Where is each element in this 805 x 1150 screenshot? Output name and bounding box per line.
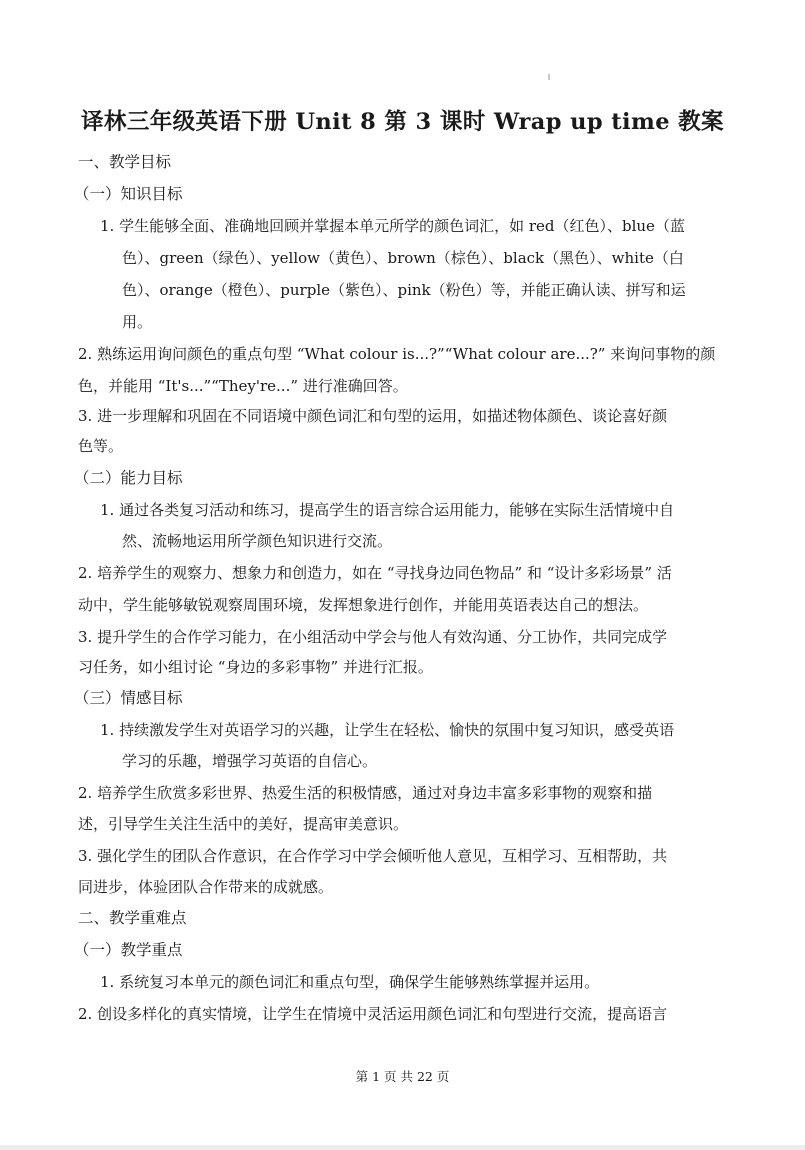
paragraph-line: 3. 进一步理解和巩固在不同语境中颜色词汇和句型的运用，如描述物体颜色、谈论喜好颜 xyxy=(78,407,668,425)
paragraph-line: 2. 创设多样化的真实情境，让学生在情境中灵活运用颜色词汇和句型进行交流，提高语言 xyxy=(78,1005,668,1023)
paragraph-line: 色）、orange（橙色）、purple（紫色）、pink（粉色）等，并能正确认读、拼写和运 xyxy=(122,281,686,299)
paragraph-line: 然、流畅地运用所学颜色知识进行交流。 xyxy=(122,532,393,550)
paragraph-line: 色等。 xyxy=(78,437,124,455)
paragraph-line: 2. 熟练运用询问颜色的重点句型 “What colour is...?”“What colour are...?” 来询问事物的颜 xyxy=(78,345,716,363)
paragraph-line: 1. 持续激发学生对英语学习的兴趣，让学生在轻松、愉快的氛围中复习知识，感受英语 xyxy=(100,721,675,739)
subsection-heading-focus: （一）教学重点 xyxy=(74,941,183,959)
paragraph-line: 1. 通过各类复习活动和练习，提高学生的语言综合运用能力，能够在实际生活情境中自 xyxy=(100,501,675,519)
paragraph-line: 学习的乐趣，增强学习英语的自信心。 xyxy=(122,752,378,770)
bottom-strip xyxy=(0,1145,805,1150)
paragraph-line: 色）、green（绿色）、yellow（黄色）、brown（棕色）、black（黑色）、white（白 xyxy=(122,249,684,267)
paragraph-line: 3. 强化学生的团队合作意识，在合作学习中学会倾听他人意见，互相学习、互相帮助，共 xyxy=(78,847,668,865)
paragraph-line: 2. 培养学生的观察力、想象力和创造力，如在 “寻找身边同色物品” 和 “设计多彩场景” 活 xyxy=(78,564,672,582)
paragraph-line: 动中，学生能够敏锐观察周围环境，发挥想象进行创作，并能用英语表达自己的想法。 xyxy=(78,596,649,614)
paragraph-line: 同进步，体验团队合作带来的成就感。 xyxy=(78,878,334,896)
scan-mark xyxy=(548,74,550,80)
paragraph-line: 1. 学生能够全面、准确地回顾并掌握本单元所学的颜色词汇，如 red（红色）、blue（蓝 xyxy=(100,217,685,235)
paragraph-line: 习任务，如小组讨论 “身边的多彩事物” 并进行汇报。 xyxy=(78,658,433,676)
paragraph-line: 1. 系统复习本单元的颜色词汇和重点句型，确保学生能够熟练掌握并运用。 xyxy=(100,973,600,991)
subsection-heading-ability: （二）能力目标 xyxy=(74,469,183,487)
subsection-heading-knowledge: （一）知识目标 xyxy=(74,185,183,203)
paragraph-line: 3. 提升学生的合作学习能力，在小组活动中学会与他人有效沟通、分工协作，共同完成学 xyxy=(78,628,668,646)
paragraph-line: 用。 xyxy=(122,313,153,331)
section-heading-teaching-goals: 一、教学目标 xyxy=(78,153,172,171)
section-heading-key-points: 二、教学重难点 xyxy=(78,909,187,927)
document-title: 译林三年级英语下册 Unit 8 第 3 课时 Wrap up time 教案 xyxy=(81,109,724,135)
paragraph-line: 色，并能用 “It's...”“They're...” 进行准确回答。 xyxy=(78,377,408,395)
paragraph-line: 述，引导学生关注生活中的美好，提高审美意识。 xyxy=(78,815,409,833)
page-number-footer: 第 1 页 共 22 页 xyxy=(355,1069,450,1084)
paragraph-line: 2. 培养学生欣赏多彩世界、热爱生活的积极情感，通过对身边丰富多彩事物的观察和描 xyxy=(78,784,653,802)
subsection-heading-emotion: （三）情感目标 xyxy=(74,689,183,707)
